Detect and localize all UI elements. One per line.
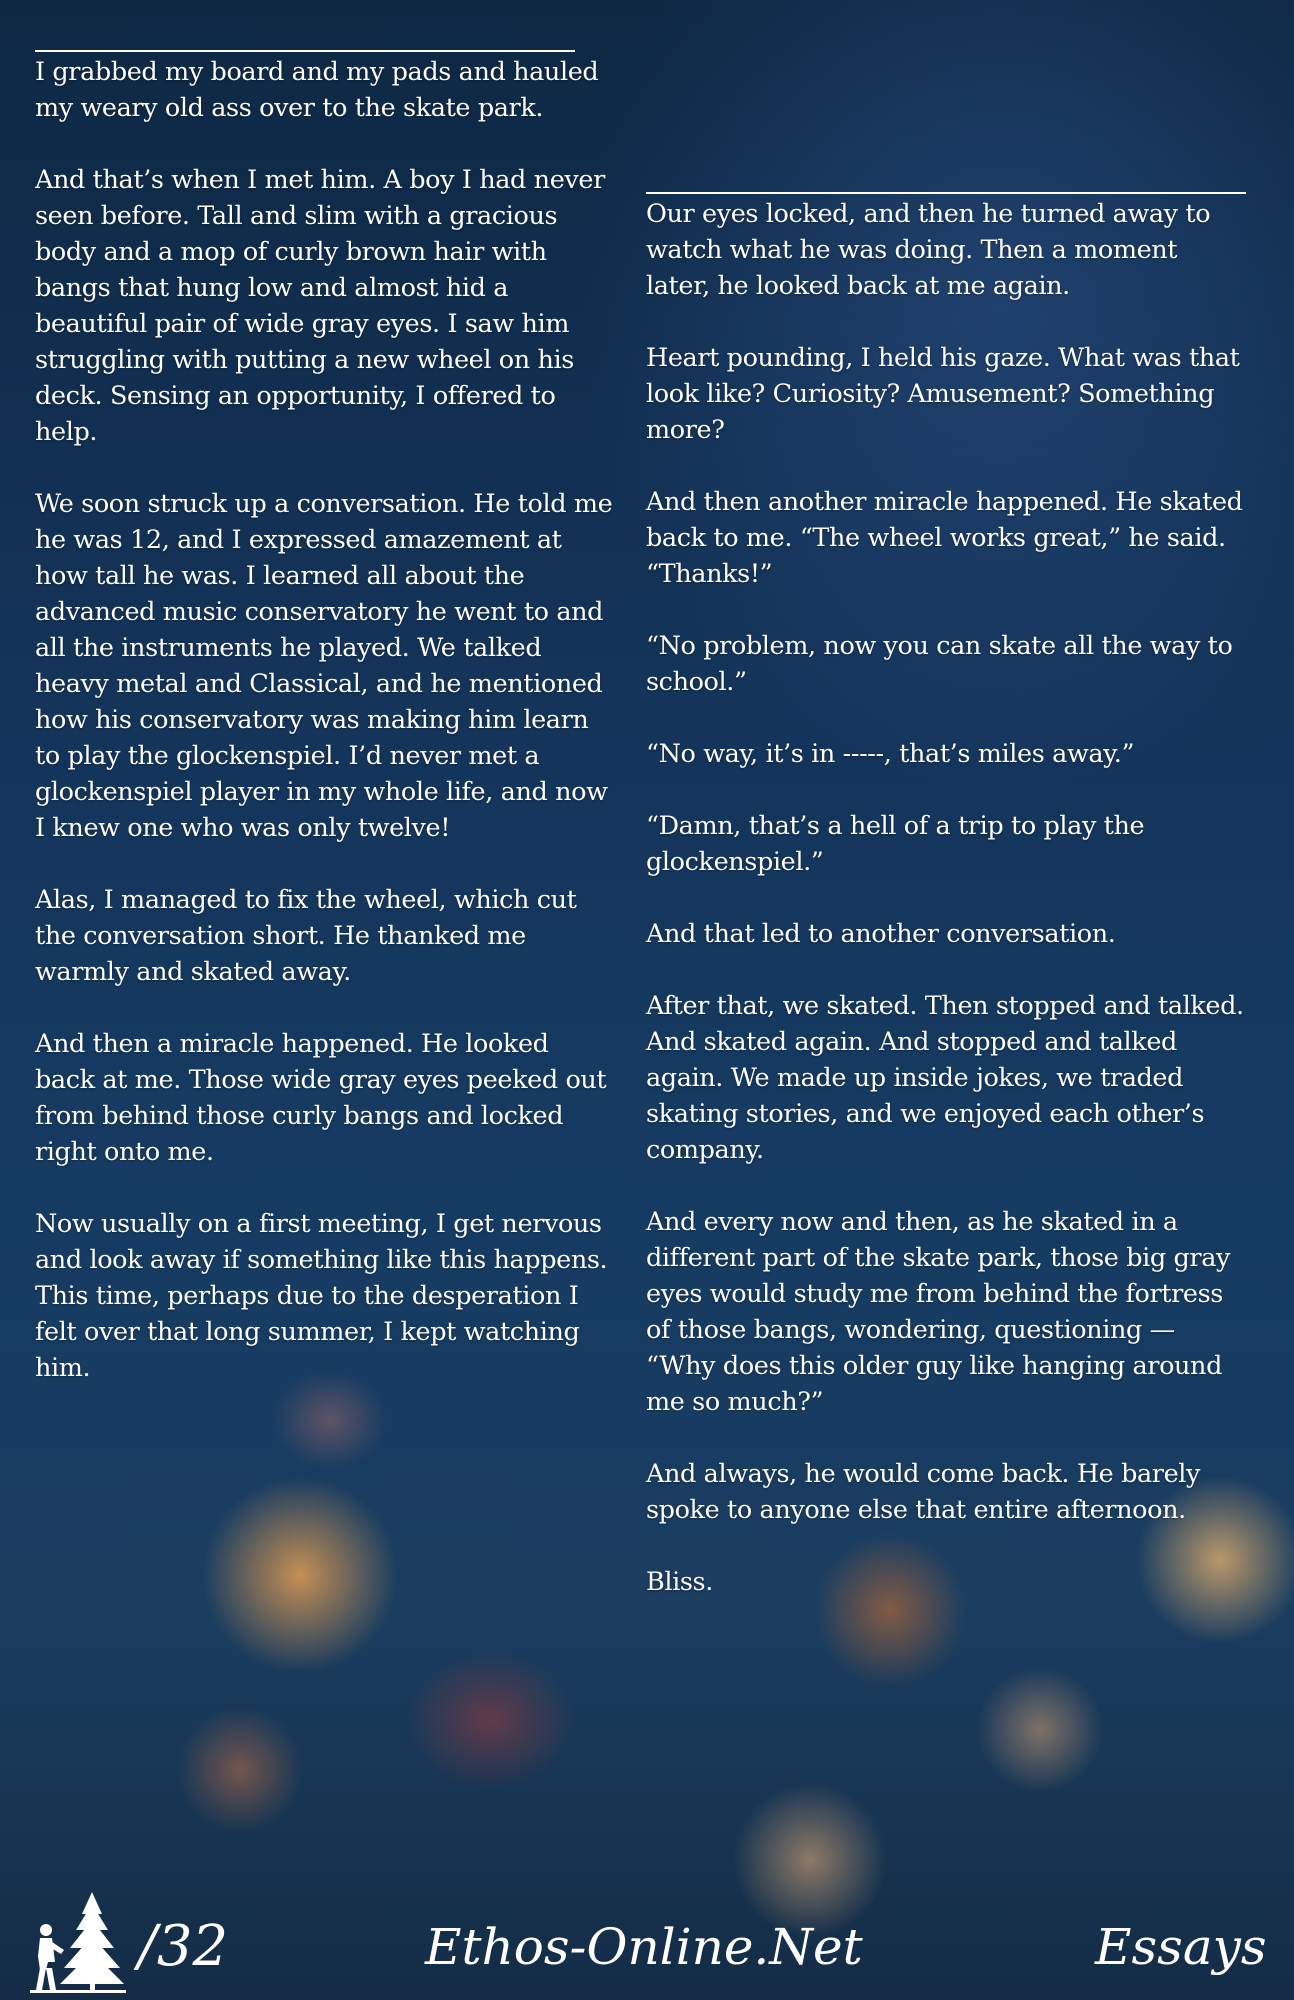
paragraph: And always, he would come back. He barely spoke to anyone else that entire afternoon. [646, 1459, 1201, 1525]
column-top-rule [35, 50, 575, 52]
paragraph: “No way, it’s in -----, that’s miles away.” [646, 739, 1135, 769]
paragraph: Our eyes locked, and then he turned away to watch what he was doing. Then a moment later, he looked back at me again. [646, 199, 1211, 301]
column-top-rule [646, 192, 1246, 194]
site-name: Ethos-Online.Net [425, 1918, 863, 1976]
paragraph: I grabbed my board and my pads and hauled my weary old ass over to the skate park. [35, 57, 599, 123]
paragraph: Now usually on a first meeting, I get nervous and look away if something like this happens. This time, perhaps due to the desperation I felt over that long summer, I kept watching him. [35, 1209, 608, 1383]
right-text-column [646, 192, 1246, 1636]
paragraph: Heart pounding, I held his gaze. What was that look like? Curiosity? Amusement? Something more? [646, 343, 1240, 445]
paragraph: And that’s when I met him. A boy I had never seen before. Tall and slim with a gracious body and a mop of curly brown hair with bangs that hung low and almost hid a beautiful pair of wide gray eyes. I saw him struggling with putting a new wheel on his deck. Sensing an opportunity, I offered to help. [35, 165, 605, 447]
tree-and-boy-icon [28, 1890, 128, 1995]
paragraph: After that, we skated. Then stopped and talked. And skated again. And stopped and talked again. We made up inside jokes, we traded skating stories, and we enjoyed each other’s company. [646, 991, 1244, 1165]
page-footer [0, 1880, 1294, 2000]
paragraph: Alas, I managed to fix the wheel, which cut the conversation short. He thanked me warmly and skated away. [35, 885, 577, 987]
paragraph: We soon struck up a conversation. He told me he was 12, and I expressed amazement at how tall he was. I learned all about the advanced music conservatory he went to and all the instruments he played. We talked heavy metal and Classical, and he mentioned how his conservatory was making him learn to play the glockenspiel. I’d never met a glockenspiel player in my whole life, and now I knew one who was only twelve! [35, 489, 613, 843]
paragraph: And every now and then, as he skated in a different part of the skate park, those big gray eyes would study me from behind the fortress of those bangs, wondering, questioning — “Why does this older guy like hanging around me so much?” [646, 1207, 1231, 1417]
page-number: /32 [138, 1914, 229, 1979]
left-text-column [35, 50, 615, 1422]
paragraph: And then a miracle happened. He looked back at me. Those wide gray eyes peeked out from behind those curly bangs and locked right onto me. [35, 1029, 607, 1167]
paragraph: Bliss. [646, 1567, 713, 1597]
paragraph: “Damn, that’s a hell of a trip to play the glockenspiel.” [646, 811, 1145, 877]
paragraph: And then another miracle happened. He skated back to me. “The wheel works great,” he said. “Thanks!” [646, 487, 1243, 589]
section-label: Essays [1095, 1918, 1267, 1976]
paragraph: And that led to another conversation. [646, 919, 1116, 949]
paragraph: “No problem, now you can skate all the way to school.” [646, 631, 1233, 697]
